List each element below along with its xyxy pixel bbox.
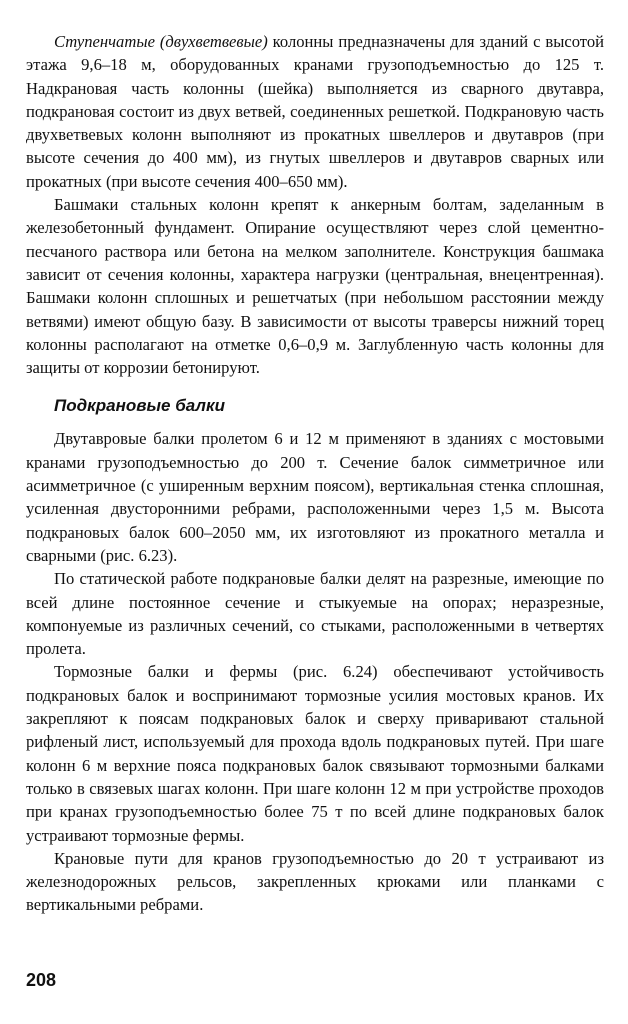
paragraph-brake-beams: Тормозные балки и фермы (рис. 6.24) обеспечивают устойчивость подкрановых балок и воспринимают тормозные усилия мостовых кранов. Их закрепляют к поясам подкрановых балок и сверху приваривают стальной рифленый лист, используемый для прохода вдоль подкрановых путей. При шаге колонн 6 м верхние пояса подкрановых балок связывают тормозными балками только в связевых шагах колонн. При шаге колонн 12 м при устройстве проходов при кранах грузоподъемностью более 75 т по всей длине подкрановых балок устраивают тормозные фермы. — [26, 662, 604, 845]
section-heading-crane-beams: Подкрановые балки — [54, 396, 225, 416]
page-body — [26, 30, 604, 917]
paragraph-column-shoes: Башмаки стальных колонн крепят к анкерным болтам, заделанным в железобетонный фундамент. Опирание осуществляют через слой цементно-песчаного раствора или бетона на мелком заполнителе. Конструкция башмака зависит от сечения колонны, характера нагрузки (центральная, внецентренная). Башмаки колонн сплошных и решетчатых (при небольшом расстоянии между ветвями) имеют общую базу. В зависимости от высоты траверсы нижний торец колонны располагают на отметке 0,6–0,9 м. Заглубленную часть колонны для защиты от коррозии бетонируют. — [26, 195, 604, 378]
term-stepped-columns: Ступенчатые (двухветвевые) — [54, 32, 268, 51]
paragraph-static-work: По статической работе подкрановые балки делят на разрезные, имеющие по всей длине постоянное сечение и стыкуемые на опорах; неразрезные, компонуемые из различных сечений, со стыками, расположенными в четвертях пролета. — [26, 569, 604, 659]
page-number: 208 — [26, 970, 57, 990]
paragraph-crane-tracks: Крановые пути для кранов грузоподъемностью до 20 т устраивают из железнодорожных рельсов, закрепленных крюками или планками с вертикальными ребрами. — [26, 848, 604, 915]
paragraph-i-beams: Двутавровые балки пролетом 6 и 12 м применяют в зданиях с мостовыми кранами грузоподъемностью до 200 т. Сечение балок симметричное или асимметричное (с уширенным верхним поясом), вертикальная стенка сплошная, усиленная двусторонними ребрами, расположенными через 1,5 м. Высота подкрановых балок 600–2050 мм, их изготовляют из прокатного металла и сварными (рис. 6.23). — [26, 429, 604, 565]
paragraph-stepped-columns — [26, 30, 604, 193]
paragraph-stepped-columns-text: колонны предназначены для зданий с высотой этажа 9,6–18 м, оборудованных кранами грузоподъемностью до 125 т. Надкрановая часть колонны (шейка) выполняется из сварного двутавра, подкрановая состоит из двух ветвей, соединенных решеткой. Подкрановую часть двухветвевых колонн выполняют из прокатных швеллеров и двутавров (при высоте сечения до 400 мм), из гнутых швеллеров и двутавров сварных или прокатных (при высоте сечения 400–650 мм). — [26, 32, 605, 191]
